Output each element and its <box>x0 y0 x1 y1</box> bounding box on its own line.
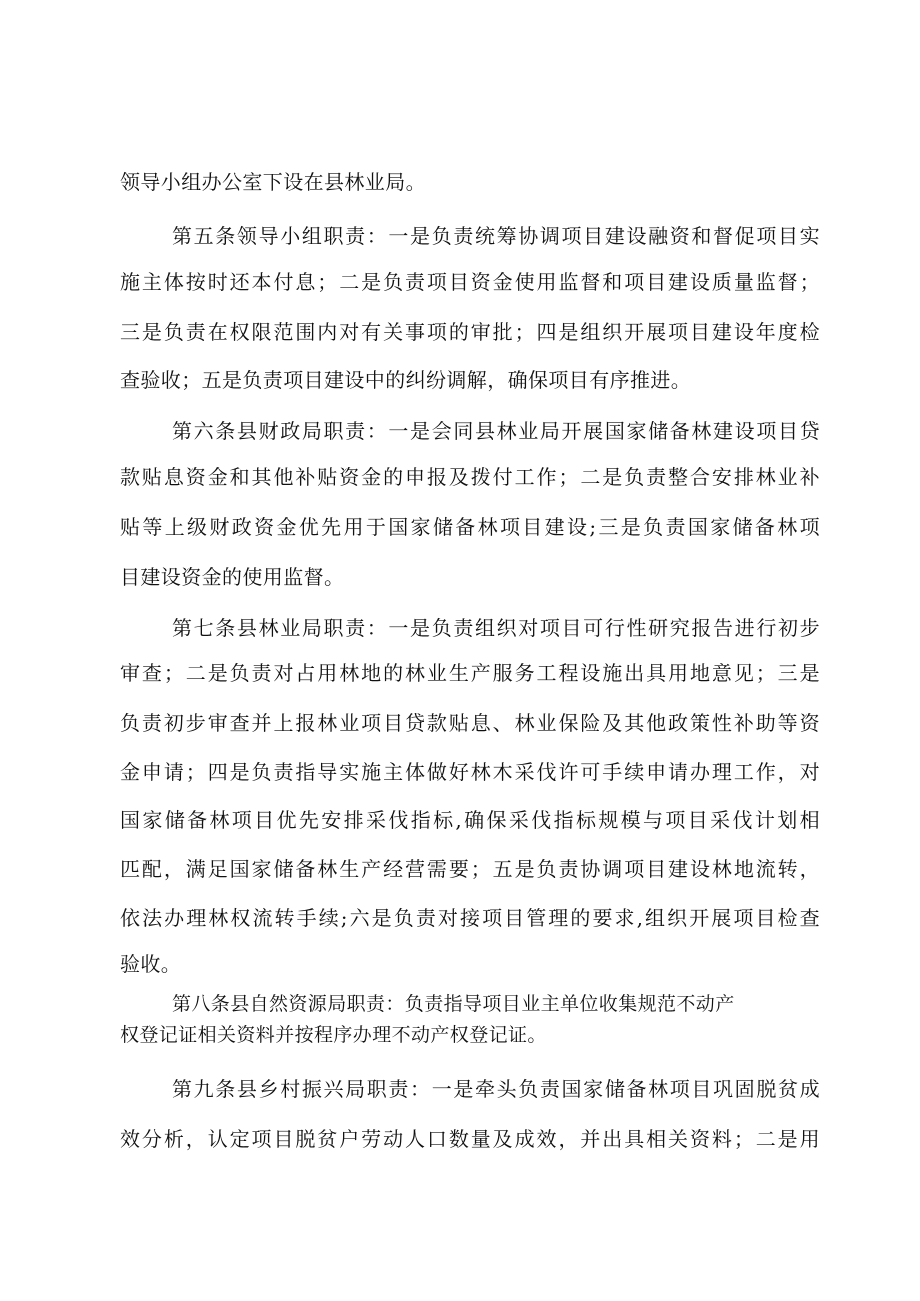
article-6-line-3: 贴等上级财政资金优先用于国家储备林项目建设;三是负责国家储备林项 <box>120 515 820 539</box>
article-6-line-2: 款贴息资金和其他补贴资金的申报及拨付工作；二是负责整合安排林业补 <box>120 465 820 489</box>
article-7-line-1: 第七条县林业局职责：一是负责组织对项目可行性研究报告进行初步 <box>172 616 820 640</box>
article-7-line-5: 国家储备林项目优先安排采伐指标,确保采伐指标规模与项目采伐计划相 <box>120 808 820 832</box>
article-5-line-4: 查验收；五是负责项目建设中的纠纷调解，确保项目有序推进。 <box>120 368 692 392</box>
article-8-line-2: 权登记证相关资料并按程序办理不动产权登记证。 <box>120 1024 547 1046</box>
article-6-line-1: 第六条县财政局职责：一是会同县林业局开展国家储备林建设项目贷 <box>172 419 820 443</box>
article-5-line-2: 施主体按时还本付息；二是负责项目资金使用监督和项目建设质量监督； <box>120 270 820 294</box>
article-5-line-1: 第五条领导小组职责：一是负责统筹协调项目建设融资和督促项目实 <box>172 224 820 248</box>
article-7-line-6: 匹配，满足国家储备林生产经营需要；五是负责协调项目建设林地流转， <box>120 857 820 881</box>
article-5-line-3: 三是负责在权限范围内对有关事项的审批；四是组织开展项目建设年度检 <box>120 320 820 344</box>
article-7-line-3: 负责初步审查并上报林业项目贷款贴息、林业保险及其他政策性补助等资 <box>120 711 820 735</box>
article-7-line-8: 验收。 <box>120 952 182 976</box>
text-line-01: 领导小组办公室下设在县林业局。 <box>120 170 426 194</box>
article-9-line-2: 效分析，认定项目脱贫户劳动人口数量及成效，并出具相关资料；二是用 <box>120 1127 820 1151</box>
article-6-line-4: 目建设资金的使用监督。 <box>120 565 345 589</box>
article-7-line-2: 审查；二是负责对占用林地的林业生产服务工程设施出具用地意见；三是 <box>120 661 820 685</box>
article-9-line-1: 第九条县乡村振兴局职责：一是牵头负责国家储备林项目巩固脱贫成 <box>172 1077 820 1101</box>
article-7-line-4: 金申请；四是负责指导实施主体做好林木采伐许可手续申请办理工作，对 <box>120 760 820 784</box>
article-8-line-1: 第八条县自然资源局职责：负责指导项目业主单位收集规范不动产 <box>172 993 735 1015</box>
article-7-line-7: 依法办理林权流转手续;六是负责对接项目管理的要求,组织开展项目检查 <box>120 906 820 930</box>
